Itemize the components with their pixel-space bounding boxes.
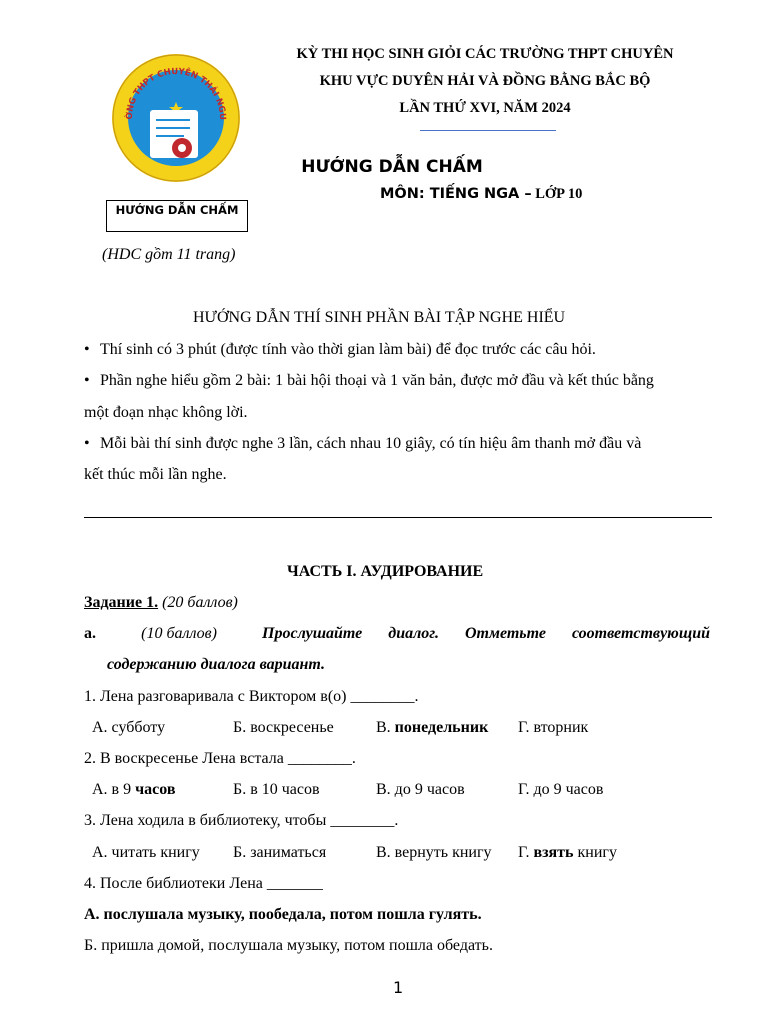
instruction-bullet-3-cont: kết thúc mỗi lần nghe.	[84, 466, 227, 483]
header-divider	[420, 130, 556, 131]
subject-line	[380, 186, 582, 203]
grading-guide-badge: HƯỚNG DẪN CHẤM	[106, 200, 248, 232]
instruction-bullet-2: • Phần nghe hiểu gồm 2 bài: 1 bài hội thoại và 1 văn bản, được mở đầu và kết thúc bằng	[84, 372, 654, 389]
instruction-bullet-3: • Mỗi bài thí sinh được nghe 3 lần, cách nhau 10 giây, có tín hiệu âm thanh mở đầu và	[84, 435, 642, 452]
section-divider	[84, 517, 712, 518]
svg-text:TRƯỜNG THPT CHUYÊN THÁI NGUYÊN: ỜNG THPT CHUYÊN THÁI NGU	[124, 66, 228, 121]
subject-name: MÔN: TIẾNG NGA –	[380, 186, 532, 202]
q2-option-v: В. до 9 часов	[376, 781, 465, 798]
q4-option-a: А. послушала музыку, пообедала, потом пошла гулять.	[84, 906, 482, 923]
exam-title-line2: KHU VỰC DUYÊN HẢI VÀ ĐỒNG BẰNG BẮC BỘ	[319, 73, 651, 89]
exam-title-line1: KỲ THI HỌC SINH GIỎI CÁC TRƯỜNG THPT CHUYÊN	[296, 46, 674, 62]
q1-option-g: Г. вторник	[518, 719, 589, 736]
instructions-title: HƯỚNG DẪN THÍ SINH PHẦN BÀI TẬP NGHE HIỂU	[193, 309, 566, 326]
exam-title-line3: LẦN THỨ XVI, NĂM 2024	[399, 100, 571, 116]
instruction-bullet-2-cont: một đoạn nhạc không lời.	[84, 404, 248, 421]
bullet-icon: •	[84, 341, 90, 358]
school-logo	[110, 52, 242, 184]
task-a-instruction: a. (10 баллов) Прослушайте диалог. Отметьте соответствующий	[84, 625, 710, 642]
question-4: 4. После библиотеки Лена _______	[84, 875, 323, 892]
q2-option-a: А. в 9 часов	[92, 781, 176, 798]
q3-option-b: Б. заниматься	[233, 844, 327, 861]
q4-option-b: Б. пришла домой, послушала музыку, потом пошла обедать.	[84, 937, 493, 954]
task-a-instruction-cont: содержанию диалога вариант.	[107, 656, 326, 673]
question-1: 1. Лена разговаривала с Виктором в(о) ________.	[84, 688, 419, 705]
page-number: 1	[393, 978, 404, 997]
grade-label: LỚP 10	[531, 186, 583, 202]
q2-option-g: Г. до 9 часов	[518, 781, 604, 798]
q3-option-a: А. читать книгу	[92, 844, 200, 861]
q1-option-b: Б. воскресенье	[233, 719, 334, 736]
q3-option-g: Г. взять книгу	[518, 844, 617, 861]
q3-option-v: В. вернуть книгу	[376, 844, 492, 861]
task-heading: Задание 1. (20 баллов)	[84, 594, 238, 611]
instruction-bullet-1: • Thí sinh có 3 phút (được tính vào thời gian làm bài) để đọc trước các câu hỏi.	[84, 341, 596, 358]
page-count-note: (HDC gồm 11 trang)	[102, 246, 236, 263]
bullet-icon: •	[84, 435, 90, 452]
part-title: ЧАСТЬ I. АУДИРОВАНИЕ	[287, 563, 484, 580]
q1-option-v: В. понедельник	[376, 719, 489, 736]
guide-title: HƯỚNG DẪN CHẤM	[301, 157, 483, 177]
q2-option-b: Б. в 10 часов	[233, 781, 320, 798]
q1-option-a: А. субботу	[92, 719, 166, 736]
bullet-icon: •	[84, 372, 90, 389]
question-3: 3. Лена ходила в библиотеку, чтобы ________.	[84, 812, 399, 829]
question-2: 2. В воскресенье Лена встала ________.	[84, 750, 356, 767]
